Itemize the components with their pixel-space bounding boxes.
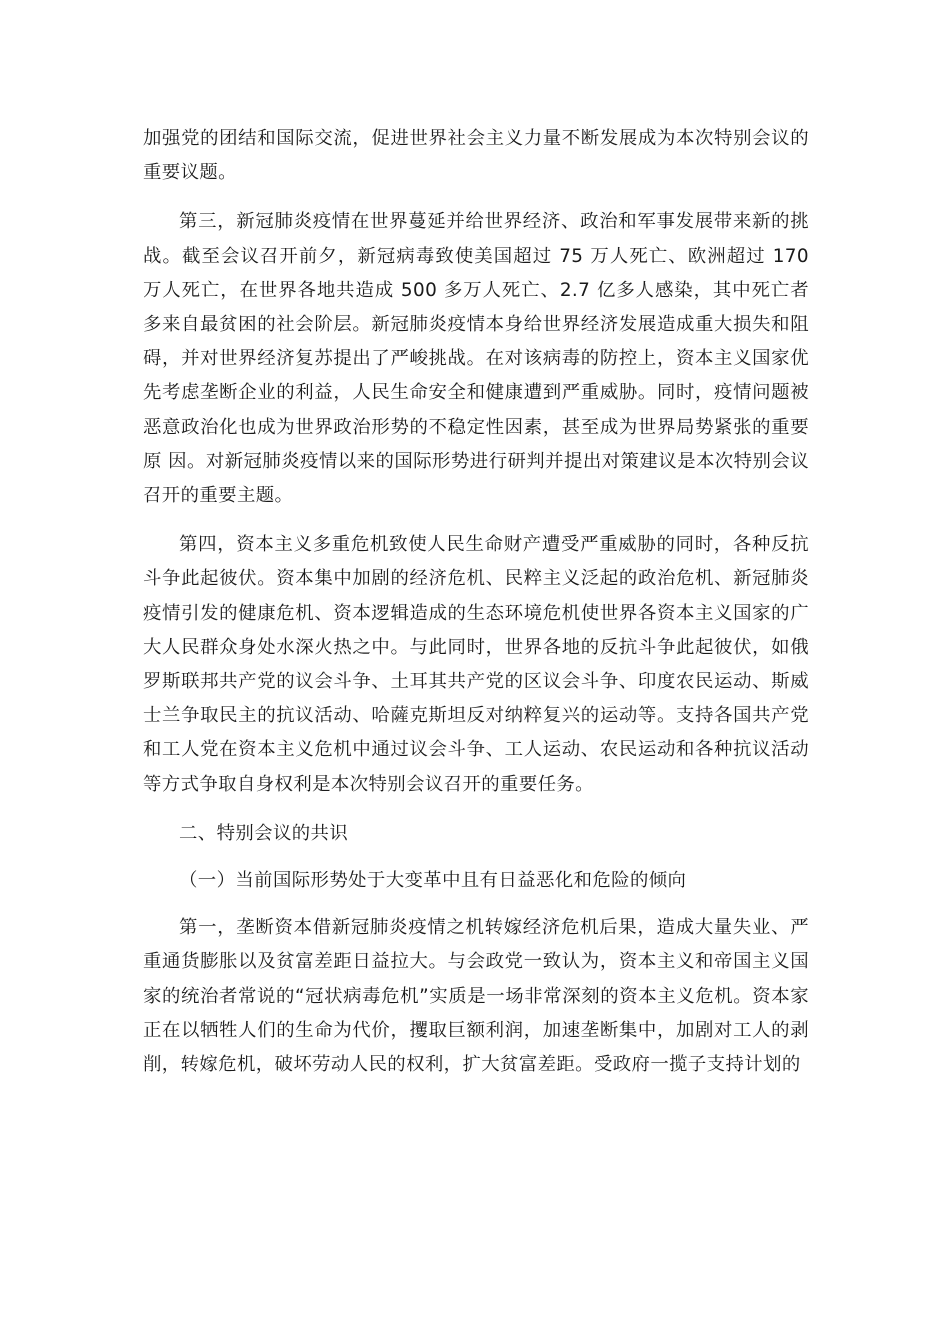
paragraph-gap (143, 513, 809, 528)
paragraph-gap (143, 190, 809, 205)
paragraph-gap (143, 802, 809, 817)
section-heading: 二、特别会议的共识 (179, 822, 349, 844)
paragraph-first-consensus: 第一，垄断资本借新冠肺炎疫情之机转嫁经济危机后果，造成大量失业、严重通货膨胀以及贫富差距日益拉大。与会政党一致认为，资本主义和帝国主义国家的统治者常说的“冠状病毒危机”实质是一场非常深刻的资本主义危机。资本家正在以牺牲人们的生命为代价，攫取巨额利润，加速垄断集中，加剧对工人的剥削，转嫁危机，破坏劳动人民的权利，扩大贫富差距。受政府一揽子支持计划的 (143, 917, 809, 1076)
subsection-heading: （一）当前国际形势处于大变革中且有日益恶化和危险的倾向 (179, 870, 687, 892)
paragraph-fourth-point: 第四，资本主义多重危机致使人民生命财产遭受严重威胁的同时，各种反抗斗争此起彼伏。资本集中加剧的经济危机、民粹主义泛起的政治危机、新冠肺炎疫情引发的健康危机、资本逻辑造成的生态环境危机使世界各资本主义国家的广大人民群众身处水深火热之中。与此同时，世界各地的反抗斗争此起彼伏，如俄罗斯联邦共产党的议会斗争、土耳其共产党的区议会斗争、印度农民运动、斯威士兰争取民主的抗议活动、哈薩克斯坦反对纳粹复兴的运动等。支持各国共产党和工人党在资本主义危机中通过议会斗争、工人运动、农民运动和各种抗议活动等方式争取自身权利是本次特别会议召开的重要任务。 (143, 534, 809, 795)
paragraph-gap (143, 898, 809, 911)
paragraph-gap (143, 851, 809, 864)
paragraph-continuation: 加强党的团结和国际交流，促进世界社会主义力量不断发展成为本次特别会议的重要议题。 (143, 128, 809, 184)
paragraph-third-point: 第三，新冠肺炎疫情在世界蔓延并给世界经济、政治和军事发展带来新的挑战。截至会议召开前夕，新冠病毒致使美国超过 75 万人死亡、欧洲超过 170 万人死亡，在世界各地共造成 500 多万人死亡、2.7 亿多人感染，其中死亡者多来自最贫困的社会阶层。新冠肺炎疫情本身给世界经济发展造成重大损失和阻碍，并对世界经济复苏提出了严峻挑战。在对该病毒的防控上，资本主义国家优先考虑垄断企业的利益，人民生命安全和健康遭到严重威胁。同时，疫情问题被恶意政治化也成为世界政治形势的不稳定性因素，甚至成为世界局势紧张的重要原 因。对新冠肺炎疫情以来的国际形势进行研判并提出对策建议是本次特别会议召开的重要主题。 (143, 211, 809, 507)
document-body (143, 122, 809, 1082)
